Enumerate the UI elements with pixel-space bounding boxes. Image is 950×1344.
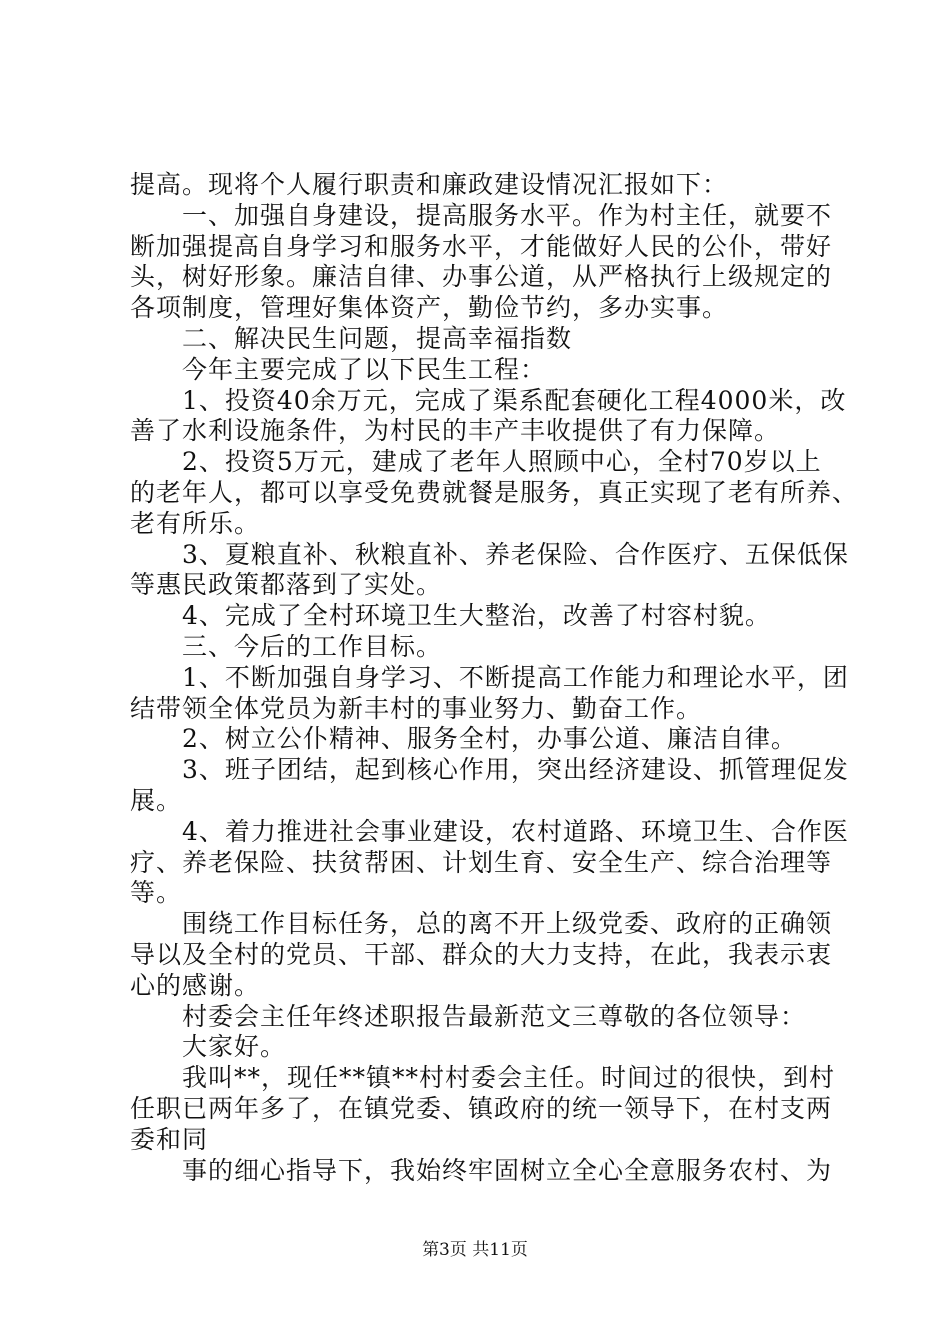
text-line: 导以及全村的党员、干部、群众的大力支持，在此，我表示衷 bbox=[130, 939, 833, 969]
text-line: 善了水利设施条件，为村民的丰产丰收提供了有力保障。 bbox=[130, 416, 781, 446]
text-line: 疗、养老保险、扶贫帮困、计划生育、安全生产、综合治理等 bbox=[130, 847, 833, 877]
text-line: 心的感谢。 bbox=[130, 970, 261, 1000]
text-line: 3、班子团结，起到核心作用，突出经济建设、抓管理促发 bbox=[130, 755, 849, 785]
text-line: 老有所乐。 bbox=[130, 508, 261, 538]
text-line: 2、树立公仆精神、服务全村，办事公道、廉洁自律。 bbox=[130, 724, 797, 754]
text-line: 委和同 bbox=[130, 1124, 209, 1154]
text-line: 各项制度，管理好集体资产，勤俭节约，多办实事。 bbox=[130, 293, 729, 323]
text-line: 提高。现将个人履行职责和廉政建设情况汇报如下： bbox=[130, 170, 729, 199]
page-footer: 第3页 共11页 bbox=[422, 1240, 528, 1260]
text-line: 围绕工作目标任务，总的离不开上级党委、政府的正确领 bbox=[130, 909, 833, 939]
text-line: 1、投资40余万元，完成了渠系配套硬化工程4000米，改 bbox=[130, 385, 847, 415]
text-line: 三、今后的工作目标。 bbox=[130, 631, 443, 661]
text-line: 的老年人，都可以享受免费就餐是服务，真正实现了老有所养、 bbox=[130, 477, 859, 507]
text-line: 展。 bbox=[130, 785, 183, 815]
text-line: 1、不断加强自身学习、不断提高工作能力和理论水平，团 bbox=[130, 662, 849, 692]
text-line: 2、投资5万元，建成了老年人照顾中心，全村70岁以上 bbox=[130, 447, 822, 477]
text-line: 大家好。 bbox=[130, 1032, 287, 1062]
text-line: 事的细心指导下，我始终牢固树立全心全意服务农村、为 bbox=[130, 1155, 833, 1185]
text-line: 我叫**，现任**镇**村村委会主任。时间过的很快，到村 bbox=[130, 1063, 836, 1093]
text-line: 二、解决民生问题，提高幸福指数 bbox=[130, 323, 573, 353]
text-line: 一、加强自身建设，提高服务水平。作为村主任，就要不 bbox=[130, 200, 833, 230]
text-line: 断加强提高自身学习和服务水平，才能做好人民的公仆，带好 bbox=[130, 231, 833, 261]
text-line: 头，树好形象。廉洁自律、办事公道，从严格执行上级规定的 bbox=[130, 262, 833, 292]
text-line: 等惠民政策都落到了实处。 bbox=[130, 570, 443, 600]
text-line: 任职已两年多了，在镇党委、镇政府的统一领导下，在村支两 bbox=[130, 1093, 833, 1123]
document-body bbox=[130, 170, 859, 1186]
text-line: 3、夏粮直补、秋粮直补、养老保险、合作医疗、五保低保 bbox=[130, 539, 849, 569]
text-line: 今年主要完成了以下民生工程： bbox=[130, 354, 547, 384]
text-line: 结带领全体党员为新丰村的事业努力、勤奋工作。 bbox=[130, 693, 703, 723]
text-line: 4、完成了全村环境卫生大整治，改善了村容村貌。 bbox=[130, 601, 771, 631]
text-line: 等。 bbox=[130, 878, 183, 908]
text-line: 4、着力推进社会事业建设，农村道路、环境卫生、合作医 bbox=[130, 816, 849, 846]
text-line: 村委会主任年终述职报告最新范文三尊敬的各位领导： bbox=[130, 1001, 807, 1031]
